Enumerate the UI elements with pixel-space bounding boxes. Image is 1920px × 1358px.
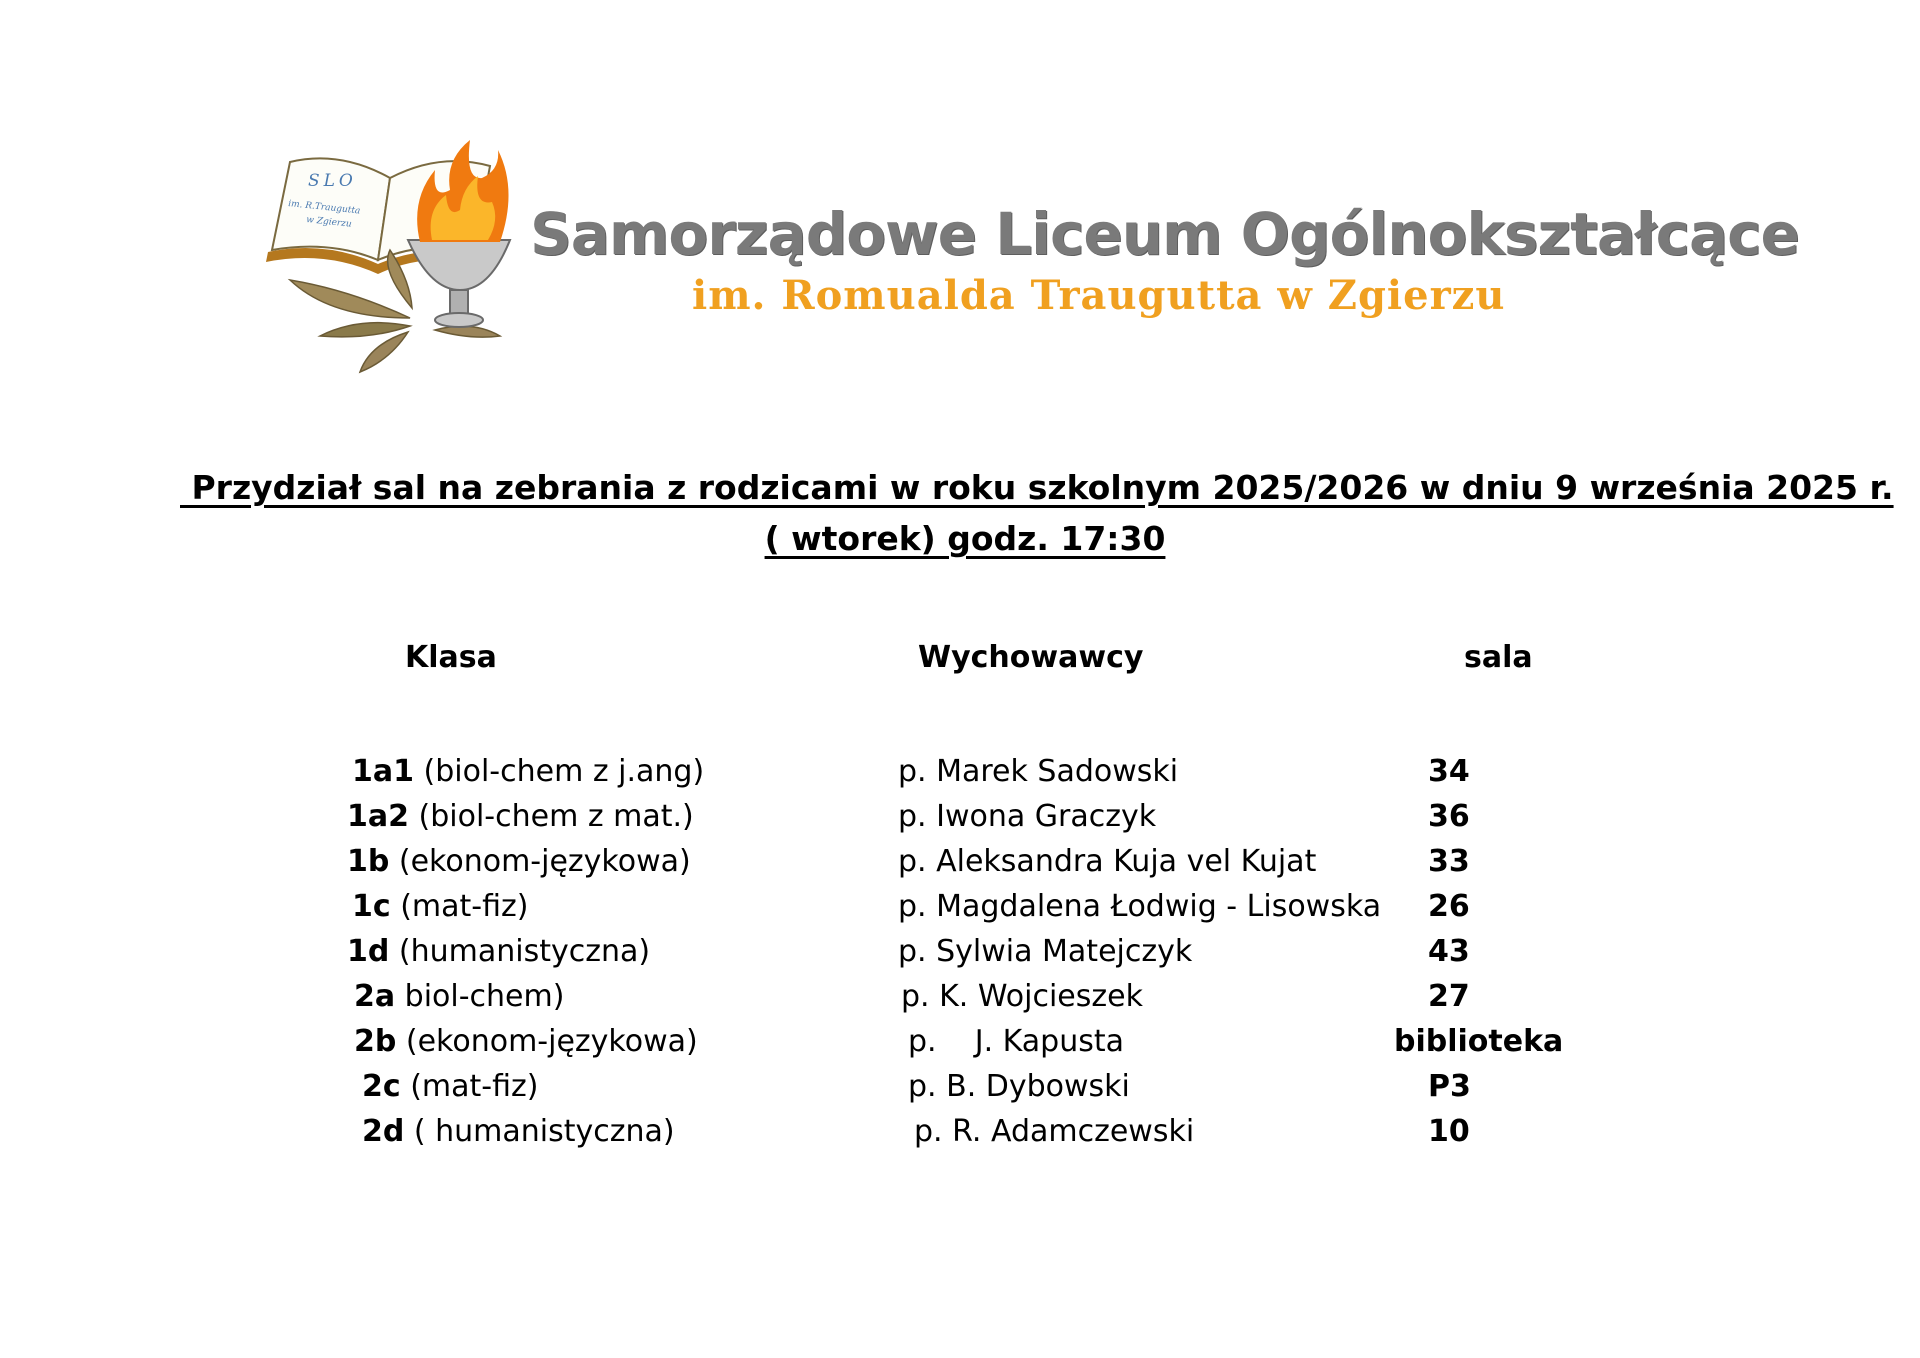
room-cell: 36: [1428, 799, 1470, 834]
teacher-cell: p. R. Adamczewski: [914, 1114, 1195, 1149]
school-emblem-icon: [260, 140, 520, 380]
school-logo: [260, 140, 1799, 380]
class-cell: [352, 752, 704, 792]
class-code: 1a2: [347, 799, 409, 834]
teacher-cell: p. Magdalena Łodwig - Lisowska: [898, 889, 1382, 924]
class-cell: [352, 887, 528, 927]
class-code: 2b: [354, 1024, 397, 1059]
class-cell: [354, 977, 564, 1017]
class-code: 2a: [354, 979, 396, 1014]
school-name: Samorządowe Liceum Ogólnokształcące: [530, 200, 1799, 268]
class-code: 1a1: [352, 754, 414, 789]
class-profile: (mat-fiz): [400, 1069, 539, 1104]
class-profile: (biol-chem z j.ang): [414, 754, 705, 789]
room-cell: 33: [1428, 844, 1470, 879]
table-row: [0, 1112, 1920, 1157]
table-row: [0, 797, 1920, 842]
class-code: 1c: [352, 889, 391, 924]
class-cell: [347, 932, 650, 972]
class-cell: [347, 842, 691, 882]
class-cell: [354, 1022, 698, 1062]
teacher-cell: p. Aleksandra Kuja vel Kujat: [898, 844, 1317, 879]
class-cell: [362, 1112, 675, 1152]
table-row: [0, 752, 1920, 797]
class-cell: [347, 797, 694, 837]
class-code: 1b: [347, 844, 390, 879]
teacher-cell: p. Sylwia Matejczyk: [898, 934, 1193, 969]
table-row: [0, 932, 1920, 977]
logo-book-text-3: w Zgierzu: [305, 215, 353, 230]
class-profile: (humanistyczna): [389, 934, 651, 969]
teacher-cell: p. Iwona Graczyk: [898, 799, 1157, 834]
room-cell: 27: [1428, 979, 1470, 1014]
room-cell: biblioteka: [1394, 1024, 1564, 1059]
teacher-cell: p. K. Wojcieszek: [901, 979, 1143, 1014]
class-profile: (mat-fiz): [390, 889, 529, 924]
column-header-wychowawcy: Wychowawcy: [918, 640, 1144, 675]
table-row: [0, 1022, 1920, 1067]
school-patron: im. Romualda Traugutta w Zgierzu: [692, 272, 1506, 319]
title-line-2: ( wtorek) godz. 17:30: [764, 519, 1166, 558]
class-table: [0, 752, 1920, 1157]
room-cell: P3: [1428, 1069, 1471, 1104]
class-code: 1d: [347, 934, 390, 969]
logo-book-text-2: im. R.Traugutta: [287, 199, 361, 217]
class-profile: (ekonom-językowa): [396, 1024, 698, 1059]
teacher-cell: p. B. Dybowski: [908, 1069, 1130, 1104]
class-profile: (ekonom-językowa): [389, 844, 691, 879]
table-row: [0, 977, 1920, 1022]
column-header-klasa: Klasa: [405, 640, 497, 675]
class-profile: biol-chem): [395, 979, 565, 1014]
room-cell: 43: [1428, 934, 1470, 969]
logo-book-text-1: SLO: [308, 171, 357, 191]
table-row: [0, 842, 1920, 887]
room-cell: 34: [1428, 754, 1470, 789]
teacher-cell: p. J. Kapusta: [908, 1024, 1125, 1059]
class-profile: ( humanistyczna): [404, 1114, 675, 1149]
table-row: [0, 1067, 1920, 1112]
class-code: 2d: [362, 1114, 405, 1149]
class-code: 2c: [362, 1069, 401, 1104]
table-row: [0, 887, 1920, 932]
title-line-1: Przydział sal na zebrania z rodzicami w roku szkolnym 2025/2026 w dniu 9 września 2025 r.: [180, 468, 1894, 507]
room-cell: 10: [1428, 1114, 1470, 1149]
column-header-sala: sala: [1464, 640, 1533, 675]
class-profile: (biol-chem z mat.): [409, 799, 694, 834]
teacher-cell: p. Marek Sadowski: [898, 754, 1179, 789]
page-title: [180, 462, 1894, 564]
class-cell: [362, 1067, 538, 1107]
room-cell: 26: [1428, 889, 1470, 924]
